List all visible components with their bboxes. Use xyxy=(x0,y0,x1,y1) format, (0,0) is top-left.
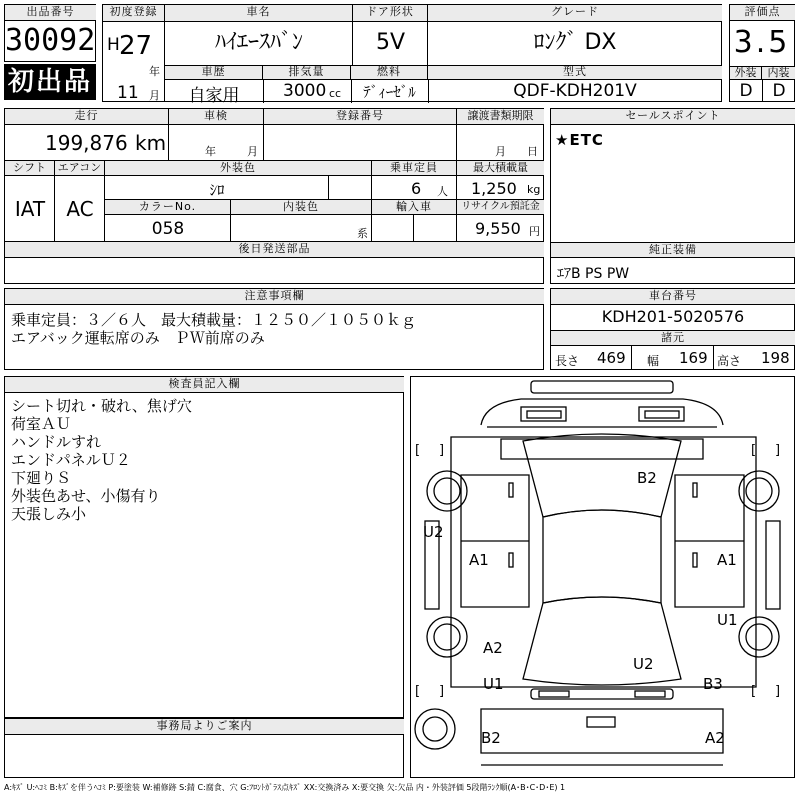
interior-color-unit: 系 xyxy=(357,227,368,240)
svg-text:[: [ xyxy=(415,443,421,458)
svg-text:]: ] xyxy=(439,443,445,458)
displacement: 3000 xyxy=(283,81,327,101)
details-table xyxy=(4,108,544,284)
first-reg-month: 11 xyxy=(117,83,139,103)
mark-u2-center: U2 xyxy=(633,655,654,673)
inspector-line-6: 外装色あせ、小傷有り xyxy=(11,487,161,505)
inspector-label: 検査員記入欄 xyxy=(5,377,404,393)
notes-line-1: 乗車定員：３／６人 最大積載量：１２５０／１０５０ｋｇ xyxy=(11,311,417,329)
first-reg-month-unit: 月 xyxy=(149,89,160,102)
exterior-label: 外装 xyxy=(730,66,762,80)
interior-grade: D xyxy=(772,81,786,101)
notes-box xyxy=(4,288,544,370)
lot-number-box xyxy=(4,4,96,62)
mileage-label: 走行 xyxy=(5,109,169,125)
header-table xyxy=(102,4,722,106)
car-name-label: 車名 xyxy=(165,5,353,22)
equipment-label: 純正装備 xyxy=(551,242,795,258)
first-reg-era: H xyxy=(107,35,120,55)
lot-number-label: 出品番号 xyxy=(5,5,96,21)
reg-no-label: 登録番号 xyxy=(264,109,457,125)
mark-b2-top: B2 xyxy=(637,469,657,487)
svg-text:]: ] xyxy=(439,684,445,699)
car-diagram xyxy=(410,376,795,778)
displacement-label: 排気量 xyxy=(263,66,351,80)
chassis-label: 車台番号 xyxy=(551,289,795,305)
capacity: 6 xyxy=(411,179,422,198)
displacement-unit: cc xyxy=(329,87,342,100)
ac-label: エアコン xyxy=(55,161,105,176)
svg-text:]: ] xyxy=(775,443,781,458)
grade-label: グレード xyxy=(428,5,722,22)
first-reg-year-unit: 年 xyxy=(149,65,160,78)
score-label: 評価点 xyxy=(730,5,795,21)
recycle-label: リサイクル預託金 xyxy=(457,200,544,215)
inspection-year-unit: 年 xyxy=(205,145,216,158)
max-load-label: 最大積載量 xyxy=(457,161,544,176)
mark-a2-left: A2 xyxy=(483,639,503,657)
shift: IAT xyxy=(14,197,46,221)
car-outline-diagram xyxy=(411,377,794,777)
mark-u1-right: U1 xyxy=(717,611,738,629)
recycle-fee: 9,550 xyxy=(475,219,521,238)
score: 3.5 xyxy=(733,25,791,60)
later-parts-label: 後日発送部品 xyxy=(5,242,544,258)
first-reg-year: 27 xyxy=(119,31,153,61)
car-name: ﾊｲｴｰｽﾊﾞﾝ xyxy=(214,30,303,55)
first-listing-badge: 初出品 xyxy=(4,64,96,100)
office-label: 事務局よりご案内 xyxy=(5,719,404,735)
mark-u1-left: U1 xyxy=(483,675,504,693)
sales-point-text: ★ETC xyxy=(555,131,604,149)
legend-text: A:ｷｽﾞ U:ﾍｺﾐ B:ｷｽﾞを伴うﾍｺﾐ P:要塗装 W:補修跡 S:錆 C:腐食、穴 G:ﾌﾛﾝﾄｶﾞﾗｽ点ｷｽﾞ XX:交換済み X:要交換 欠:欠品 内・外装評価 5段階ﾗﾝｸ順(A･B･C･D･E) 1 xyxy=(4,783,566,792)
transfer-day-unit: 日 xyxy=(527,145,538,158)
exterior-color: ｼﾛ xyxy=(209,181,225,199)
length-label: 長さ xyxy=(555,354,580,368)
ac: AC xyxy=(66,197,94,221)
chassis-box xyxy=(550,288,795,370)
chassis-number: KDH201-5020576 xyxy=(601,307,745,326)
notes-label: 注意事項欄 xyxy=(5,289,544,305)
svg-text:[: [ xyxy=(415,684,421,699)
mark-a2-bottom: A2 xyxy=(705,729,725,747)
max-load: 1,250 xyxy=(471,179,517,198)
svg-text:]: ] xyxy=(775,684,781,699)
capacity-unit: 人 xyxy=(437,185,448,198)
fuel-label: 燃料 xyxy=(351,66,428,80)
interior-label: 内装 xyxy=(762,66,795,80)
width-value: 169 xyxy=(679,349,708,367)
inspection-label: 車検 xyxy=(169,109,264,125)
svg-text:[: [ xyxy=(751,443,757,458)
capacity-label: 乗車定員 xyxy=(372,161,457,176)
mileage-unit: km xyxy=(135,131,167,155)
exterior-grade: D xyxy=(739,81,753,101)
inspector-line-5: 下廻りＳ xyxy=(11,469,72,487)
model: QDF-KDH201V xyxy=(513,81,637,101)
score-box xyxy=(729,4,795,102)
door-label: ドア形状 xyxy=(353,5,428,22)
inspector-line-3: ハンドルすれ xyxy=(11,433,102,451)
color-no-label: カラーNo. xyxy=(105,200,231,215)
door-type: 5V xyxy=(375,30,406,55)
office-box xyxy=(4,718,404,778)
svg-text:[: [ xyxy=(751,684,757,699)
shift-label: シフト xyxy=(5,161,55,176)
sales-point-box xyxy=(550,108,795,284)
history: 自家用 xyxy=(188,86,240,106)
inspection-month-unit: 月 xyxy=(247,145,258,158)
mark-a1-left: A1 xyxy=(469,551,489,569)
mark-u2-left: U2 xyxy=(423,523,444,541)
model-label: 型式 xyxy=(428,66,722,80)
recycle-unit: 円 xyxy=(529,225,540,238)
mark-a1-right: A1 xyxy=(717,551,737,569)
max-load-unit: kg xyxy=(527,183,541,196)
mark-b2-bottom: B2 xyxy=(481,729,501,747)
interior-color-label: 内装色 xyxy=(231,200,372,215)
inspector-line-2: 荷室ＡＵ xyxy=(11,415,72,433)
inspector-box xyxy=(4,376,404,718)
sales-point-label: セールスポイント xyxy=(551,109,795,125)
inspector-line-4: エンドパネルＵ２ xyxy=(11,451,131,469)
import-label: 輸入車 xyxy=(372,200,457,215)
grade: ﾛﾝｸﾞ DX xyxy=(533,30,617,55)
mileage: 199,876 xyxy=(45,131,128,155)
history-label: 車歴 xyxy=(165,66,263,80)
equipment: ｴｱB PS PW xyxy=(557,266,630,282)
inspector-line-1: シート切れ・破れ、焦げ穴 xyxy=(11,397,192,415)
first-reg-label: 初度登録 xyxy=(103,5,165,22)
fuel: ﾃﾞｨｰｾﾞﾙ xyxy=(363,83,416,101)
transfer-label: 譲渡書類期限 xyxy=(457,109,544,125)
height-value: 198 xyxy=(761,349,790,367)
length-value: 469 xyxy=(597,349,626,367)
transfer-month-unit: 月 xyxy=(495,145,506,158)
color-no: 058 xyxy=(151,219,185,239)
width-label: 幅 xyxy=(647,354,660,368)
color-label: 外装色 xyxy=(105,161,372,176)
inspector-line-7: 天張しみ小 xyxy=(11,505,87,523)
notes-line-2: エアバック運転席のみ ＰＷ前席のみ xyxy=(11,329,265,347)
lot-number: 30092 xyxy=(5,23,96,58)
mark-b3-right: B3 xyxy=(703,675,723,693)
specs-label: 諸元 xyxy=(551,330,795,346)
height-label: 高さ xyxy=(717,354,742,368)
